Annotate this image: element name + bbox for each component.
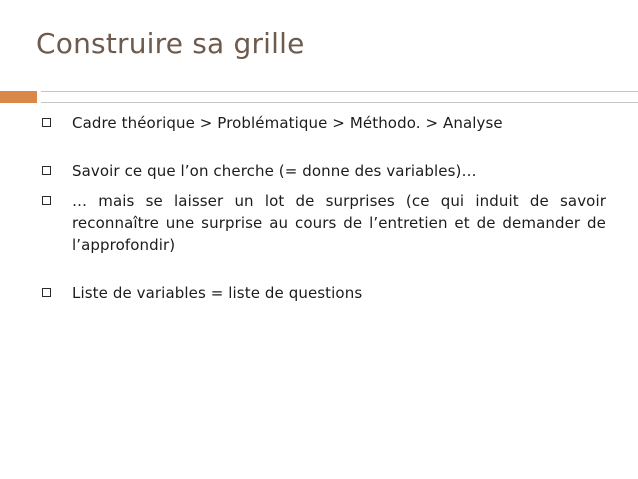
hollow-square-bullet-icon — [42, 288, 51, 297]
bullet-list — [36, 112, 606, 304]
bullet-item — [36, 190, 606, 256]
bullet-text: Savoir ce que l’on cherche (= donne des variables)… — [72, 162, 477, 180]
bullet-text: … mais se laisser un lot de surprises (ce qui induit de savoir reconnaître une surprise au cours de l’entretien et de demander de l’approfondir) — [72, 192, 606, 254]
hollow-square-bullet-icon — [42, 118, 51, 127]
bullet-text: Liste de variables = liste de questions — [72, 284, 363, 302]
title-divider — [0, 91, 638, 103]
bullet-item — [36, 160, 606, 182]
hollow-square-bullet-icon — [42, 166, 51, 175]
bullet-item — [36, 112, 606, 134]
divider-rule-line — [41, 91, 638, 103]
bullet-text: Cadre théorique > Problématique > Méthodo. > Analyse — [72, 114, 503, 132]
bullet-item — [36, 282, 606, 304]
hollow-square-bullet-icon — [42, 196, 51, 205]
slide-title: Construire sa grille — [36, 27, 305, 60]
divider-accent-block — [0, 91, 37, 103]
